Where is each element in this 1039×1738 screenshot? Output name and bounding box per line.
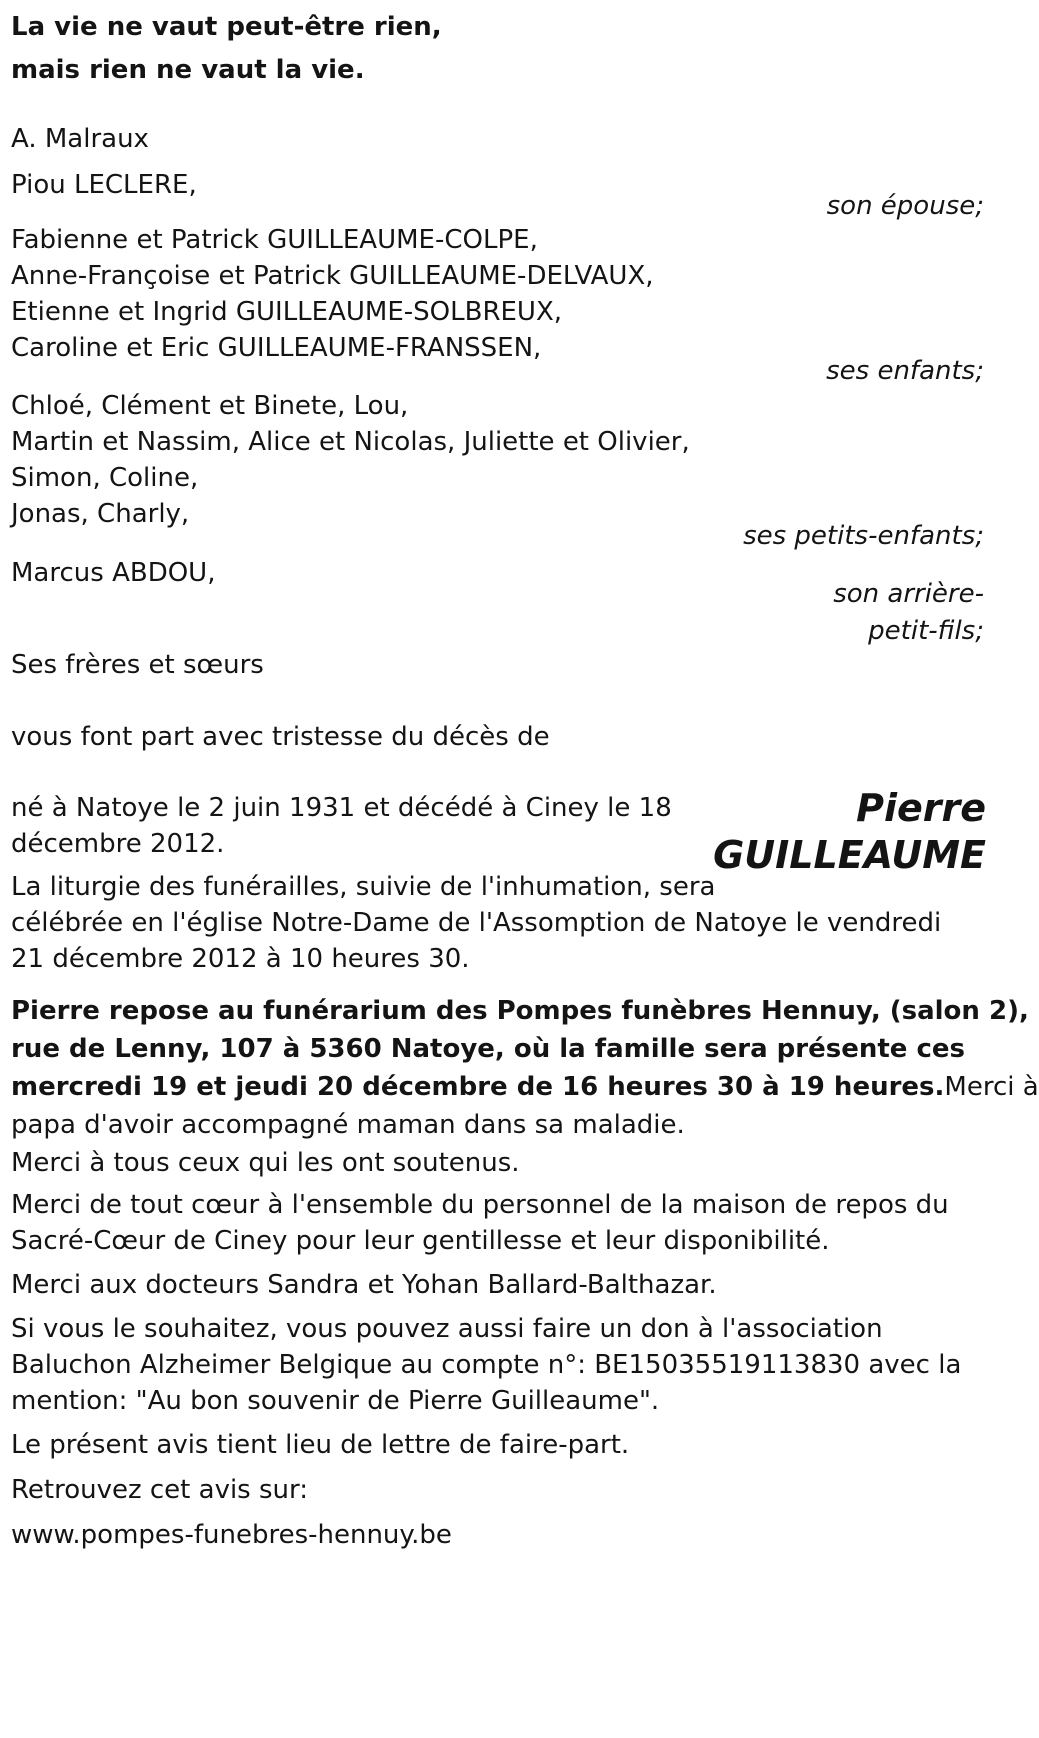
donation-line-3: mention: "Au bon souvenir de Pierre Guilleaume". [11,1386,660,1416]
spouse-name: Piou LECLERE, [11,170,197,200]
spouse-role: son épouse; [826,191,984,221]
child-line: Anne-Françoise et Patrick GUILLEAUME-DELVAUX, [11,261,654,291]
great-grandchild-role-1: son arrière- [833,579,984,609]
child-line: Caroline et Eric GUILLEAUME-FRANSSEN, [11,333,542,363]
donation-line-2: Baluchon Alzheimer Belgique au compte n°: BE15035519113830 avec la [11,1350,962,1380]
donation-line-1: Si vous le souhaitez, vous pouvez aussi faire un don à l'association [11,1314,883,1344]
child-line: Fabienne et Patrick GUILLEAUME-COLPE, [11,225,538,255]
announcement: vous font part avec tristesse du décès de [11,722,550,752]
visitation-line-2: rue de Lenny, 107 à 5360 Natoye, où la famille sera présente ces [11,1034,965,1064]
grandchild-line: Jonas, Charly, [11,499,190,529]
liturgy-line-3: 21 décembre 2012 à 10 heures 30. [11,944,470,974]
quote [11,6,442,92]
thanks-supporters: Merci à tous ceux qui les ont soutenus. [11,1148,520,1178]
visitation-info [11,992,1039,1144]
children-list [11,222,654,366]
grandchild-line: Martin et Nassim, Alice et Nicolas, Juliette et Olivier, [11,427,690,457]
child-line: Etienne et Ingrid GUILLEAUME-SOLBREUX, [11,297,563,327]
liturgy-line-1: La liturgie des funérailles, suivie de l'inhumation, sera [11,872,716,902]
liturgy-info [11,869,941,977]
website-link[interactable]: www.pompes-funebres-hennuy.be [11,1520,452,1550]
children-role: ses enfants; [826,356,984,386]
siblings: Ses frères et sœurs [11,650,264,680]
birth-death-info [11,790,672,862]
deceased-last-name: GUILLEAUME [713,833,986,877]
deceased-name [713,785,986,879]
faire-part-notice: Le présent avis tient lieu de lettre de faire-part. [11,1430,630,1460]
grandchildren-list [11,388,690,532]
donation-info [11,1311,961,1419]
grandchildren-role: ses petits-enfants; [743,521,984,551]
thanks-papa-start: Merci à [944,1072,1039,1102]
great-grandchild-role-2: petit-fils; [868,616,984,646]
thanks-staff-line-1: Merci de tout cœur à l'ensemble du personnel de la maison de repos du [11,1190,949,1220]
visitation-dates: mercredi 19 et jeudi 20 décembre de 16 heures 30 à 19 heures. [11,1072,945,1102]
quote-author: A. Malraux [11,124,149,154]
liturgy-line-2: célébrée en l'église Notre-Dame de l'Assomption de Natoye le vendredi [11,908,942,938]
great-grandchild-name: Marcus ABDOU, [11,558,216,588]
visitation-line-4: papa d'avoir accompagné maman dans sa maladie. [11,1110,685,1140]
birth-line-1: né à Natoye le 2 juin 1931 et décédé à Ciney le 18 [11,793,672,823]
deceased-first-name: Pierre [856,786,986,830]
quote-line-2: mais rien ne vaut la vie. [11,55,365,85]
find-notice-label: Retrouvez cet avis sur: [11,1475,309,1505]
thanks-doctors: Merci aux docteurs Sandra et Yohan Ballard-Balthazar. [11,1270,717,1300]
quote-line-1: La vie ne vaut peut-être rien, [11,12,442,42]
thanks-staff [11,1187,949,1259]
visitation-line-1: Pierre repose au funérarium des Pompes funèbres Hennuy, (salon 2), [11,996,1029,1026]
thanks-staff-line-2: Sacré-Cœur de Ciney pour leur gentillesse et leur disponibilité. [11,1226,830,1256]
visitation-line-3 [11,1068,1039,1106]
grandchild-line: Chloé, Clément et Binete, Lou, [11,391,409,421]
grandchild-line: Simon, Coline, [11,463,199,493]
birth-line-2: décembre 2012. [11,829,225,859]
